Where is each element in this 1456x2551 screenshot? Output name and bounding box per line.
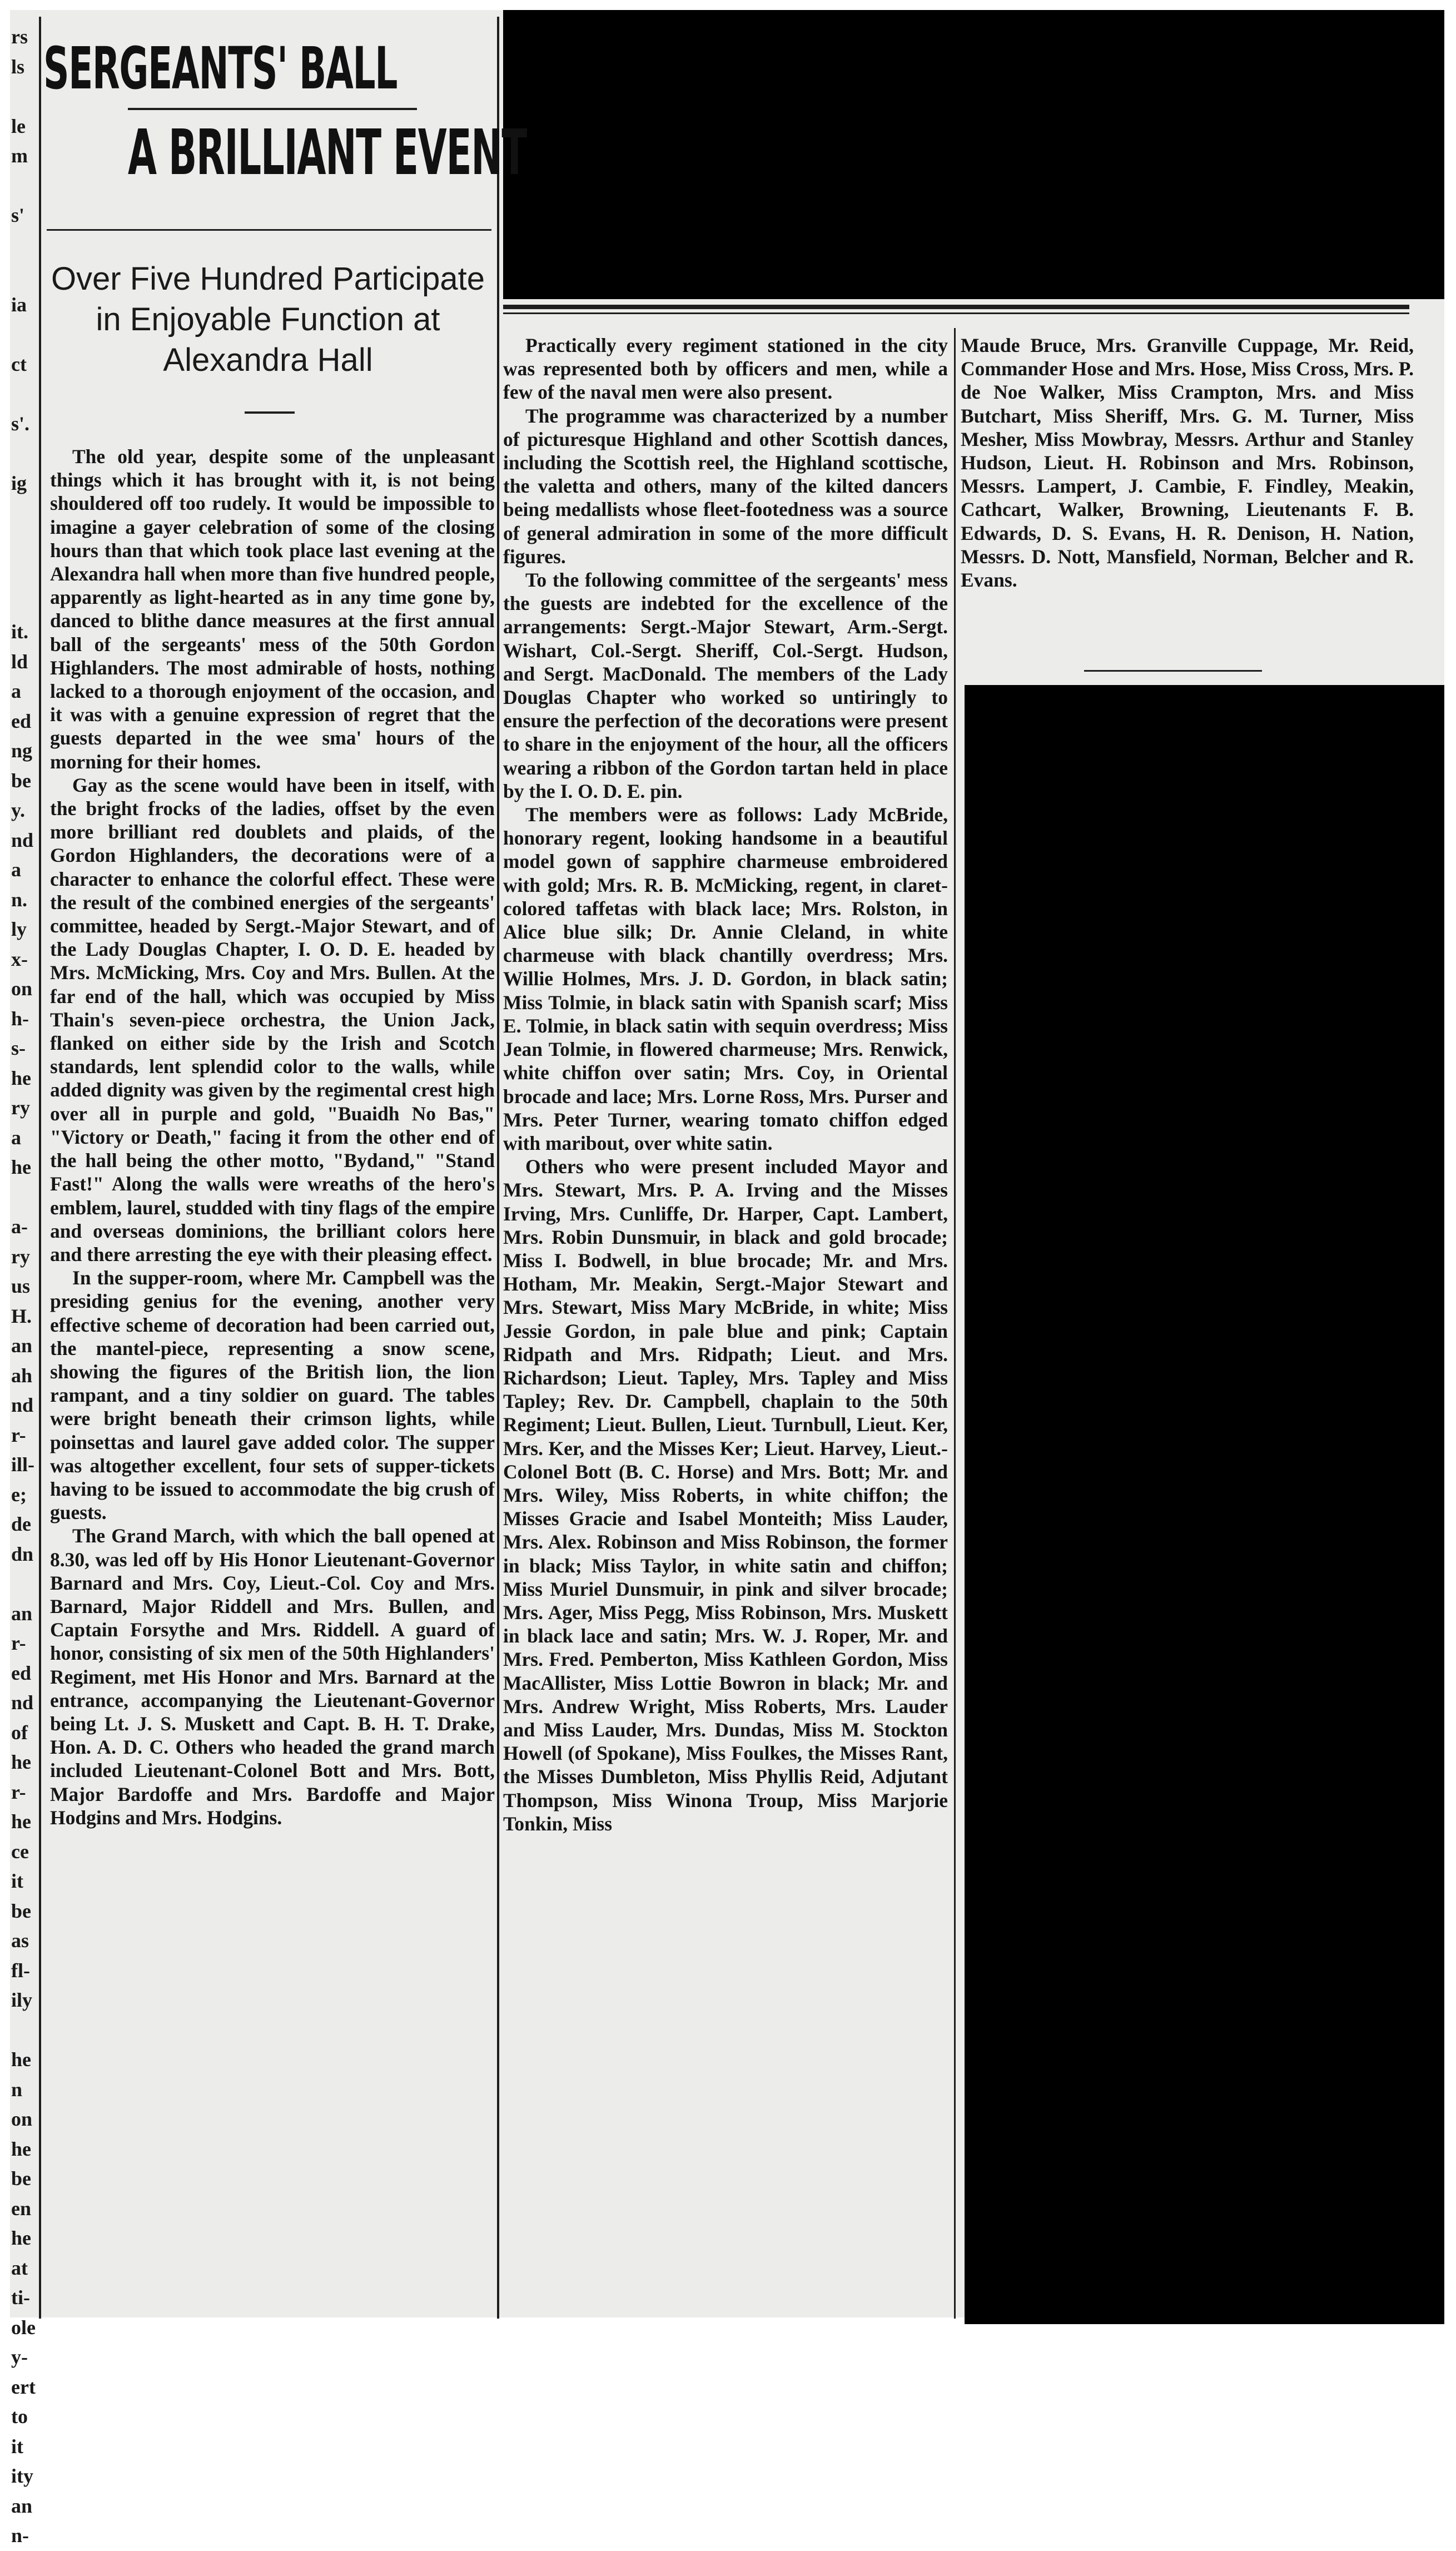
margin-fragment: ry xyxy=(11,1096,30,1119)
article-column-1 xyxy=(50,445,495,2319)
margin-fragment: be xyxy=(11,1899,31,1922)
headline-rule xyxy=(128,108,417,110)
paragraph: Gay as the scene would have been in itself, with the bright frocks of the ladies, offset by the even more brilliant red doublets and plaids, of the Gordon Highlanders, the decorations were of a character to enhance the colorful effect. These were the result of the combined energies of the sergeants' committee, headed by Sergt.-Major Stewart, and of the Lady Douglas Chapter, I. O. D. E. headed by Mrs. McMicking, Mrs. Coy and Mrs. Bullen. At the far end of the hall, which was occupied by Miss Thain's seven-piece orchestra, the Union Jack, flanked on either side by the Irish and Scotch standards, lent splendid color to the walls, while added dignity was given by the regimental crest high over all in purple and gold, "Buaidh No Bas," "Victory or Death," facing it from the other end of the hall being the other motto, "Bydand," "Stand Fast!" Along the walls were wreaths of the hero's emblem, laurel, studded with tiny flags of the empire and overseas dominions, the brilliant colors here and there arresting the eye with their pleasing effect. xyxy=(50,773,495,1265)
left-margin-clipped-column xyxy=(11,22,50,2547)
paragraph: Others who were present included Mayor and Mrs. Stewart, Mrs. P. A. Irving and the Misses Irving, Mrs. Cunliffe, Dr. Harper, Capt. Lambert, Mrs. Robin Dunsmuir, in black and gold brocade; Miss I. Bodwell, in blue brocade; Mr. and Mrs. Hotham, Mr. Meakin, Sergt.-Major Stewart and Mrs. Stewart, Miss Mary McBride, in white; Miss Jessie Gordon, in pale blue and pink; Captain Ridpath and Mrs. Ridpath; Lieut. and Mrs. Richardson; Lieut. Tapley, Mrs. Tapley and Miss Tapley; Rev. Dr. Campbell, chaplain to the 50th Regiment; Lieut. Bullen, Lieut. Turnbull, Lieut. Ker, Mrs. Ker, and the Misses Ker; Lieut. Harvey, Lieut.-Colonel Bott (B. C. Horse) and Mrs. Bott; Mr. and Mrs. Wiley, Miss Roberts, in white chiffon; the Misses Gracie and Isabel Monteith; Miss Lauder, Mrs. Alex. Robinson and Miss Robinson, the former in black; Miss Taylor, in white satin and chiffon; Miss Muriel Dunsmuir, in pink and silver brocade; Mrs. Ager, Miss Pegg, Miss Robinson, Mrs. Muskett in black lace and satin; Mrs. W. J. Roper, Mr. and Mrs. Fred. Pemberton, Miss Kathleen Gordon, Miss MacAllister, Miss Lottie Bowron in black; Mr. and Mrs. Andrew Wright, Miss Roberts, Mrs. Lauder and Miss Lauder, Mrs. Dundas, Miss M. Stockton Howell (of Spokane), Miss Foulkes, the Misses Rant, the Misses Dumbleton, Miss Phyllis Reid, Adjutant Thompson, Miss Winona Troup, Miss Marjorie Tonkin, Miss xyxy=(503,1155,948,1835)
margin-fragment xyxy=(11,379,50,409)
paragraph: The old year, despite some of the unpleasant things which it has brought with it, is not being shouldered off too rudely. It would be impossible to imagine a gayer celebration of some of the closing hours than that which took place last evening at the Alexandra hall when more than five hundred people, apparently as light-hearted as in any time gone by, danced to blithe dance measures at the first annual ball of the sergeants' mess of the 50th Gordon Highlanders. The most admirable of hosts, nothing lacked to a thorough enjoyment of the occasion, and it was with a genuine expression of regret that the guests departed in the wee sma' hours of the morning for their homes. xyxy=(50,445,495,773)
margin-fragment: n. xyxy=(11,888,28,911)
margin-fragment: a xyxy=(11,858,21,881)
margin-fragment: on xyxy=(11,2108,33,2130)
margin-fragment xyxy=(11,588,50,618)
paragraph: The Grand March, with which the ball opened at 8.30, was led off by His Honor Lieutenant-Governor Barnard and Mrs. Coy, Lieut.-Col. Coy and Mrs. Barnard, Major Riddell and Mrs. Bullen, and Captain Forsythe and Mrs. Riddell. A guard of honor, consisting of six men of the 50th Highlanders' Regiment, met His Honor and Mrs. Barnard at the entrance, accompanying the Lieutenant-Governor being Lt. J. S. Muskett and Capt. B. H. T. Drake, Hon. A. D. C. Others who headed the grand march included Lieutenant-Colonel Bott and Mrs. Bott, Major Bardoffe and Mrs. Bardoffe and Major Hodgins and Mrs. Hodgins. xyxy=(50,1525,495,1829)
article-column-3 xyxy=(961,334,1414,645)
margin-fragment: ly xyxy=(11,918,27,940)
margin-fragment: ct xyxy=(11,353,27,375)
margin-fragment: s- xyxy=(11,1037,26,1059)
margin-fragment: n xyxy=(11,2078,23,2101)
margin-fragment: ole xyxy=(11,2316,36,2339)
margin-fragment: r- xyxy=(11,1780,26,1803)
margin-fragment: ed xyxy=(11,1661,31,1684)
margin-fragment xyxy=(11,498,50,528)
margin-fragment: it xyxy=(11,2435,23,2458)
margin-fragment xyxy=(11,1569,50,1599)
margin-fragment: an xyxy=(11,1334,33,1357)
margin-fragment: nd xyxy=(11,828,34,851)
column-top-rule xyxy=(503,305,1409,309)
margin-fragment: r- xyxy=(11,1423,26,1446)
margin-fragment: he xyxy=(11,2137,31,2160)
paragraph: To the following committee of the sergeants' mess the guests are indebted for the excellence of the arrangements: Sergt.-Major Stewart, Arm.-Sergt. Wishart, Col.-Sergt. Sheriff, Col.-Sergt. Hudson, and Sergt. MacDonald. The members of the Lady Douglas Chapter who worked so untiringly to ensure the perfection of the decorations were present to share in the enjoyment of the hour, all the officers wearing a ribbon of the Gordon tartan held in place by the I. O. D. E. pin. xyxy=(503,569,948,802)
margin-fragment: ng xyxy=(11,740,33,762)
margin-fragment: nd xyxy=(11,1691,34,1714)
margin-fragment: r- xyxy=(11,1632,26,1654)
margin-fragment: it. xyxy=(11,621,28,643)
margin-fragment: le xyxy=(11,115,26,137)
margin-fragment: s' xyxy=(11,204,25,226)
margin-fragment: as xyxy=(11,1929,29,1952)
margin-fragment xyxy=(11,260,50,290)
margin-fragment: e; xyxy=(11,1483,27,1506)
article-column-2 xyxy=(503,334,948,2319)
col3-end-rule xyxy=(1084,670,1262,672)
margin-fragment: H. xyxy=(11,1304,32,1327)
margin-fragment: de xyxy=(11,1513,31,1535)
margin-fragment: a xyxy=(11,1126,21,1149)
margin-fragment xyxy=(11,171,50,201)
black-block-top-right xyxy=(503,10,1444,299)
paragraph: Practically every regiment stationed in the city was represented both by officers and men, while a few of the naval men were also present. xyxy=(503,334,948,404)
margin-fragment: ah xyxy=(11,1364,33,1387)
margin-fragment: fl- xyxy=(11,1959,30,1982)
margin-fragment: ert xyxy=(11,2375,36,2398)
subhead-bottom-rule xyxy=(245,411,295,414)
margin-fragment: y- xyxy=(11,2346,28,2368)
margin-fragment: ed xyxy=(11,709,31,732)
margin-fragment: he xyxy=(11,1751,31,1773)
margin-fragment: to xyxy=(11,2405,28,2428)
margin-fragment: ily xyxy=(11,1989,33,2011)
margin-fragment: ls xyxy=(11,55,25,78)
column-top-rule-thin xyxy=(503,312,1409,314)
margin-fragment xyxy=(11,439,50,469)
margin-fragment: be xyxy=(11,769,31,792)
margin-fragment: be xyxy=(11,2167,31,2190)
margin-fragment: a- xyxy=(11,1215,28,1238)
paragraph: The members were as follows: Lady McBride, honorary regent, looking handsome in a beautiful model gown of sapphire charmeuse embroidered with gold; Mrs. R. B. McMicking, regent, in claret-colored taffetas with black lace; Mrs. Rolston, in Alice blue silk; Dr. Annie Cleland, in white charmeuse with black chantilly overdress; Mrs. Willie Holmes, Mrs. J. D. Gordon, in black satin; Miss Tolmie, in black satin with Spanish scarf; Miss E. Tolmie, in black satin with sequin overdress; Miss Jean Tolmie, in flowered charmeuse; Mrs. Renwick, white chiffon over satin; Mrs. Coy, in Oriental brocade and lace; Mrs. Lorne Ross, Mrs. Purser and Mrs. Peter Turner, wearing tomato chiffon edged with maribout, over white satin. xyxy=(503,803,948,1154)
margin-fragment: he xyxy=(11,1066,31,1089)
margin-fragment: it xyxy=(11,1870,23,1892)
black-block-bottom-right xyxy=(965,685,1444,2324)
paragraph: Maude Bruce, Mrs. Granville Cuppage, Mr. Reid, Commander Hose and Mrs. Hose, Miss Cross, Mrs. P. de Noe Walker, Miss Crampton, Mrs. and Miss Butchart, Miss Sheriff, Mrs. G. M. Turner, Miss Mesher, Miss Mowbray, Messrs. Arthur and Stanley Hudson, Lieut. H. Robinson and Mrs. Robinson, Messrs. Lampert, J. Cambie, F. Findley, Meakin, Cathcart, Walker, Browning, Lieutenants F. B. Edwards, D. S. Evans, H. R. Denison, H. Nation, Messrs. D. Nott, Mansfield, Norman, Belcher and R. Evans. xyxy=(961,334,1414,592)
margin-fragment: he xyxy=(11,2048,31,2071)
margin-fragment: nd xyxy=(11,1394,34,1416)
margin-fragment xyxy=(11,2016,50,2046)
margin-fragment: us xyxy=(11,1275,31,1297)
margin-fragment: y. xyxy=(11,799,26,821)
subheadline: Over Five Hundred Participate in Enjoyable Function at Alexandra Hall xyxy=(51,261,485,378)
paragraph: The programme was characterized by a number of picturesque Highland and other Scottish dances, including the Scottish reel, the Highland scottische, the valetta and others, many of the kilted dancers being medallists whose fleet-footedness was a source of general admiration in some of the more difficult figures. xyxy=(503,404,948,568)
margin-fragment: at xyxy=(11,2256,28,2279)
margin-fragment: ia xyxy=(11,293,27,316)
headline-line-2: A BRILLIANT EVENT xyxy=(128,117,526,189)
margin-fragment: h- xyxy=(11,1007,29,1030)
margin-fragment: ity xyxy=(11,2465,33,2487)
margin-fragment: en xyxy=(11,2197,31,2220)
margin-fragment: rs xyxy=(11,26,28,48)
margin-fragment xyxy=(11,528,50,558)
margin-fragment: ce xyxy=(11,1840,29,1863)
margin-fragment: dn xyxy=(11,1542,34,1565)
margin-fragment: ig xyxy=(11,472,27,494)
headline-line-1: SERGEANTS' BALL xyxy=(43,34,397,102)
margin-fragment: ry xyxy=(11,1245,30,1268)
margin-fragment: of xyxy=(11,1721,28,1744)
margin-fragment: on xyxy=(11,977,33,1000)
col2-col3-divider xyxy=(954,328,956,2319)
paragraph: In the supper-room, where Mr. Campbell was the presiding genius for the evening, another very effective scheme of decoration had been carried out, the mantel-piece, representing a snow scene, showing the figures of the British lion, the lion rampant, and a tiny soldier on guard. The tables were bright beneath their crimson lights, while poinsettas and laurel gave added color. The supper was altogether excellent, four sets of supper-tickets having to be issued to accommodate the big crush of guests. xyxy=(50,1267,495,1524)
margin-fragment: n- xyxy=(11,2524,29,2547)
margin-fragment: ill- xyxy=(11,1453,34,1476)
margin-fragment: m xyxy=(11,145,28,167)
margin-fragment xyxy=(11,320,50,350)
subhead-top-rule xyxy=(47,229,491,231)
margin-fragment xyxy=(11,1183,50,1213)
margin-fragment: an xyxy=(11,1602,33,1625)
margin-fragment xyxy=(11,231,50,261)
margin-fragment: s'. xyxy=(11,412,30,435)
margin-fragment: a xyxy=(11,680,21,702)
margin-fragment: he xyxy=(11,2227,31,2249)
right-column-divider xyxy=(497,17,499,2319)
margin-fragment: an xyxy=(11,2494,33,2517)
margin-fragment: x- xyxy=(11,947,28,970)
margin-fragment: ld xyxy=(11,650,28,673)
margin-fragment xyxy=(11,558,50,588)
margin-fragment: he xyxy=(11,1156,31,1178)
margin-fragment: ti- xyxy=(11,2286,30,2309)
margin-fragment: he xyxy=(11,1810,31,1833)
